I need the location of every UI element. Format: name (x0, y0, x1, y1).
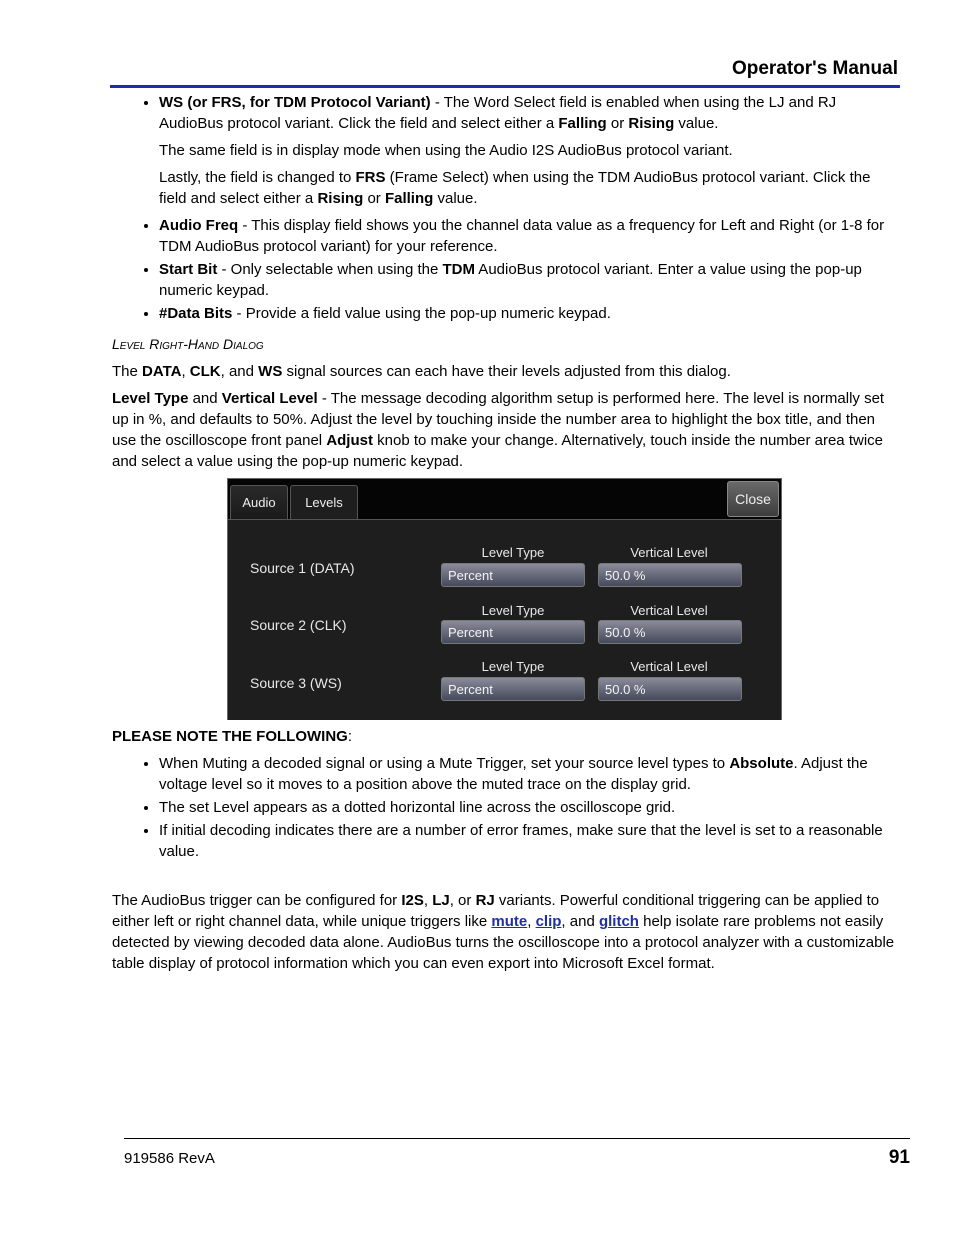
text: AudioBus protocol variant. Enter a value using the pop-up numeric keypad. (159, 261, 862, 299)
text: variants. Powerful conditional triggering can be applied to either left or right channel data, while unique triggers like (112, 892, 880, 930)
term: Adjust (326, 432, 373, 449)
term: DATA (142, 363, 182, 380)
text: . Adjust the voltage level so it moves to a position above the muted trace on the display grid. (159, 755, 868, 793)
term: RJ (475, 892, 495, 909)
text: value. (433, 190, 478, 207)
list-item (159, 92, 898, 209)
header-rule (110, 85, 900, 88)
source-2-label: Source 2 (CLK) (250, 617, 347, 633)
text: - The Word Select field is enabled when using the LJ and RJ AudioBus protocol variant. Click the field and select either a (159, 94, 837, 132)
term: Absolute (729, 755, 794, 772)
glitch-link[interactable]: glitch (598, 913, 639, 930)
text: and (188, 390, 222, 407)
note-heading-text: PLEASE NOTE THE FOLLOWING (112, 728, 348, 745)
term: LJ (432, 892, 450, 909)
text: knob to make your change. Alternatively, touch inside the number area twice and select a value using the pop-up numeric keypad. (112, 432, 883, 470)
term: Level Type (112, 390, 189, 407)
text: , and (561, 913, 599, 930)
signal-sources-paragraph (112, 361, 898, 382)
note-heading: PLEASE NOTE THE FOLLOWING: (112, 728, 353, 745)
close-button[interactable]: Close (727, 481, 779, 517)
term: I2S (401, 892, 424, 909)
text: value. (674, 115, 719, 132)
text: or (606, 115, 629, 132)
list-item (159, 753, 898, 795)
list-item (159, 303, 898, 324)
text: , (423, 892, 433, 909)
text: signal sources can each have their levels adjusted from this dialog. (282, 363, 731, 380)
source-3-label: Source 3 (WS) (250, 675, 342, 691)
text: If initial decoding indicates there are a number of error frames, make sure that the level is set to a reasonable value. (159, 822, 883, 860)
text: When Muting a decoded signal or using a Mute Trigger, set your source level types to (159, 755, 730, 772)
mute-link[interactable]: mute (491, 913, 528, 930)
source-3-vertical-level-field[interactable]: 50.0 % (598, 677, 742, 701)
list-item (159, 215, 898, 257)
levels-dialog-screenshot (227, 478, 782, 720)
term: WS (258, 363, 283, 380)
text: Lastly, the field is changed to (159, 169, 356, 186)
tab-levels[interactable]: Levels (290, 485, 358, 525)
term: #Data Bits (159, 305, 233, 322)
field-bullet-list (112, 92, 898, 324)
list-item (159, 259, 898, 301)
level-type-label: Level Type (481, 659, 545, 674)
document-id: 919586 RevA (124, 1150, 215, 1167)
term: CLK (189, 363, 221, 380)
term: Start Bit (159, 261, 218, 278)
text: , or (449, 892, 476, 909)
document-body (112, 92, 898, 980)
source-1-level-type-field[interactable]: Percent (441, 563, 585, 587)
term: Falling (558, 115, 607, 132)
vertical-level-label: Vertical Level (630, 545, 708, 560)
source-3-level-type-field[interactable]: Percent (441, 677, 585, 701)
term: TDM (442, 261, 475, 278)
term: Rising (628, 115, 675, 132)
page-number: 91 (888, 1147, 910, 1168)
text: - This display field shows you the channel data value as a frequency for Left and Right (or 1-8 for TDM AudioBus protocol variant) for your reference. (159, 217, 885, 255)
text: - Provide a field value using the pop-up numeric keypad. (232, 305, 611, 322)
list-item (159, 797, 898, 818)
ws-frs-paragraph (159, 167, 898, 209)
audiobus-summary-paragraph (112, 890, 898, 974)
source-1-vertical-level-field[interactable]: 50.0 % (598, 563, 742, 587)
levels-panel (228, 519, 781, 720)
level-type-paragraph (112, 388, 898, 472)
source-2-level-type-field[interactable]: Percent (441, 620, 585, 644)
text: - Only selectable when using the (217, 261, 443, 278)
vertical-level-label: Vertical Level (630, 659, 708, 674)
list-item (159, 820, 898, 862)
source-1-label: Source 1 (DATA) (250, 560, 355, 576)
level-type-label: Level Type (481, 603, 545, 618)
page-header-title: Operator's Manual (731, 58, 898, 79)
term: Audio Freq (159, 217, 239, 234)
text: , (527, 913, 536, 930)
text: The (112, 363, 143, 380)
clip-link[interactable]: clip (535, 913, 562, 930)
text: - The message decoding algorithm setup is performed here. The level is normally set up in %, and defaults to 50%. Adjust the level by touching inside the number area to highlight the box title, and then use the oscilloscope front panel (112, 390, 885, 449)
term: FRS (355, 169, 386, 186)
text: , (181, 363, 190, 380)
term: Vertical Level (221, 390, 318, 407)
term: WS (or FRS, for TDM Protocol Variant) (159, 94, 431, 111)
text: The AudioBus trigger can be configured for (112, 892, 402, 909)
source-2-vertical-level-field[interactable]: 50.0 % (598, 620, 742, 644)
footer-rule (124, 1138, 910, 1139)
ws-field-paragraph (159, 92, 898, 134)
term: Rising (317, 190, 364, 207)
text: (Frame Select) when using the TDM AudioBus protocol variant. Click the field and select either a (159, 169, 871, 207)
text: help isolate rare problems not easily detected by viewing decoded data alone. AudioBus turns the oscilloscope into a protocol analyzer with a customizable table display of protocol information which you can even export into Microsoft Excel format. (112, 913, 895, 972)
text: , and (220, 363, 259, 380)
term: Falling (384, 190, 434, 207)
notes-list (112, 753, 898, 862)
section-heading: Level Right-Hand Dialog (112, 336, 264, 352)
text: or (363, 190, 385, 207)
ws-display-mode-paragraph: The same field is in display mode when using the Audio I2S AudioBus protocol variant. (159, 142, 733, 159)
text: The set Level appears as a dotted horizontal line across the oscilloscope grid. (159, 799, 676, 816)
vertical-level-label: Vertical Level (630, 603, 708, 618)
tab-audio[interactable]: Audio (230, 485, 288, 519)
level-type-label: Level Type (481, 545, 545, 560)
